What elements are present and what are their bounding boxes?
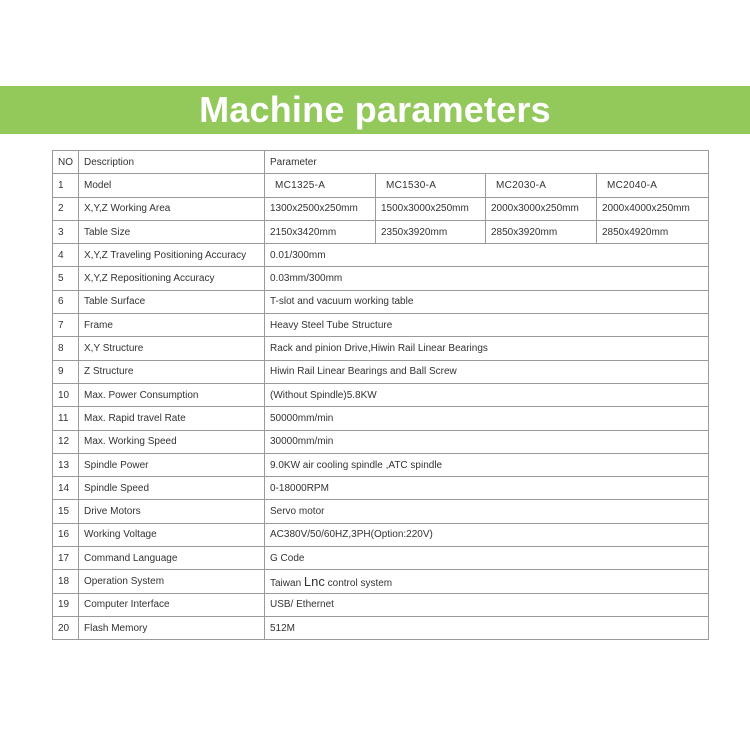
- row-number: 2: [53, 197, 79, 220]
- row-parameter: 0.01/300mm: [265, 244, 709, 267]
- working-area-cell: 2000x4000x250mm: [597, 197, 709, 220]
- row-number: 10: [53, 383, 79, 406]
- row-number: 4: [53, 244, 79, 267]
- os-brand: Lnc: [303, 573, 325, 589]
- row-description: Spindle Speed: [79, 477, 265, 500]
- row-description: Command Language: [79, 547, 265, 570]
- row-number: 18: [53, 570, 79, 593]
- table-row: [53, 267, 709, 290]
- row-number: 7: [53, 314, 79, 337]
- model-cell: MC1530-A: [376, 174, 486, 197]
- row-parameter: (Without Spindle)5.8KW: [265, 383, 709, 406]
- table-row: [53, 407, 709, 430]
- model-cell: MC2040-A: [597, 174, 709, 197]
- row-parameter: 512M: [265, 616, 709, 639]
- row-parameter: Rack and pinion Drive,Hiwin Rail Linear Bearings: [265, 337, 709, 360]
- row-description: Working Voltage: [79, 523, 265, 546]
- table-row: [53, 290, 709, 313]
- row-number: 14: [53, 477, 79, 500]
- header-no: NO: [53, 151, 79, 174]
- row-number: 13: [53, 453, 79, 476]
- row-description: X,Y,Z Working Area: [79, 197, 265, 220]
- row-description: Computer Interface: [79, 593, 265, 616]
- row-number: 19: [53, 593, 79, 616]
- row-description: Frame: [79, 314, 265, 337]
- table-row: [53, 244, 709, 267]
- row-description: Model: [79, 174, 265, 197]
- row-parameter: Heavy Steel Tube Structure: [265, 314, 709, 337]
- row-number: 6: [53, 290, 79, 313]
- table-size-cell: 2850x4920mm: [597, 220, 709, 243]
- row-description: Operation System: [79, 570, 265, 593]
- model-cell: MC2030-A: [486, 174, 597, 197]
- row-parameter: T-slot and vacuum working table: [265, 290, 709, 313]
- row-description: Table Surface: [79, 290, 265, 313]
- table-row: [53, 453, 709, 476]
- table-row: [53, 593, 709, 616]
- row-number: 3: [53, 220, 79, 243]
- table-row: [53, 314, 709, 337]
- row-number: 15: [53, 500, 79, 523]
- table-size-cell: 2350x3920mm: [376, 220, 486, 243]
- row-description: Max. Working Speed: [79, 430, 265, 453]
- row-description: Drive Motors: [79, 500, 265, 523]
- row-parameter: 0-18000RPM: [265, 477, 709, 500]
- table-row: [53, 500, 709, 523]
- table-row: [53, 523, 709, 546]
- table-row: [53, 360, 709, 383]
- row-parameter: 30000mm/min: [265, 430, 709, 453]
- parameters-table: [52, 150, 709, 640]
- header-parameter: Parameter: [265, 151, 709, 174]
- header-description: Description: [79, 151, 265, 174]
- working-area-cell: 2000x3000x250mm: [486, 197, 597, 220]
- row-description: X,Y,Z Traveling Positioning Accuracy: [79, 244, 265, 267]
- row-parameter: 9.0KW air cooling spindle ,ATC spindle: [265, 453, 709, 476]
- row-parameter: AC380V/50/60HZ,3PH(Option:220V): [265, 523, 709, 546]
- parameters-table-body: [53, 151, 709, 640]
- table-row: [53, 547, 709, 570]
- row-number: 17: [53, 547, 79, 570]
- table-row: [53, 616, 709, 639]
- page-title: Machine parameters: [199, 89, 551, 130]
- row-description: X,Y,Z Repositioning Accuracy: [79, 267, 265, 290]
- row-parameter: Servo motor: [265, 500, 709, 523]
- row-description: X,Y Structure: [79, 337, 265, 360]
- row-parameter: Hiwin Rail Linear Bearings and Ball Screw: [265, 360, 709, 383]
- row-description: Flash Memory: [79, 616, 265, 639]
- row-number: 9: [53, 360, 79, 383]
- working-area-cell: 1300x2500x250mm: [265, 197, 376, 220]
- table-header-row: [53, 151, 709, 174]
- table-row: [53, 477, 709, 500]
- row-parameter: G Code: [265, 547, 709, 570]
- model-cell: MC1325-A: [265, 174, 376, 197]
- table-row: [53, 430, 709, 453]
- table-row-working-area: [53, 197, 709, 220]
- row-description: Max. Rapid travel Rate: [79, 407, 265, 430]
- row-number: 20: [53, 616, 79, 639]
- title-banner: [0, 86, 750, 134]
- row-parameter: 0.03mm/300mm: [265, 267, 709, 290]
- os-prefix: Taiwan: [270, 577, 304, 589]
- os-suffix: control system: [324, 577, 393, 589]
- row-parameter: [265, 570, 709, 593]
- row-number: 12: [53, 430, 79, 453]
- row-description: Table Size: [79, 220, 265, 243]
- row-number: 8: [53, 337, 79, 360]
- row-number: 11: [53, 407, 79, 430]
- table-size-cell: 2850x3920mm: [486, 220, 597, 243]
- table-row: [53, 383, 709, 406]
- row-description: Spindle Power: [79, 453, 265, 476]
- row-parameter: 50000mm/min: [265, 407, 709, 430]
- row-description: Max. Power Consumption: [79, 383, 265, 406]
- table-row: [53, 337, 709, 360]
- table-row-operation-system: [53, 570, 709, 593]
- table-row-model: [53, 174, 709, 197]
- row-parameter: USB/ Ethernet: [265, 593, 709, 616]
- working-area-cell: 1500x3000x250mm: [376, 197, 486, 220]
- row-number: 5: [53, 267, 79, 290]
- row-number: 1: [53, 174, 79, 197]
- row-description: Z Structure: [79, 360, 265, 383]
- table-row-table-size: [53, 220, 709, 243]
- table-size-cell: 2150x3420mm: [265, 220, 376, 243]
- row-number: 16: [53, 523, 79, 546]
